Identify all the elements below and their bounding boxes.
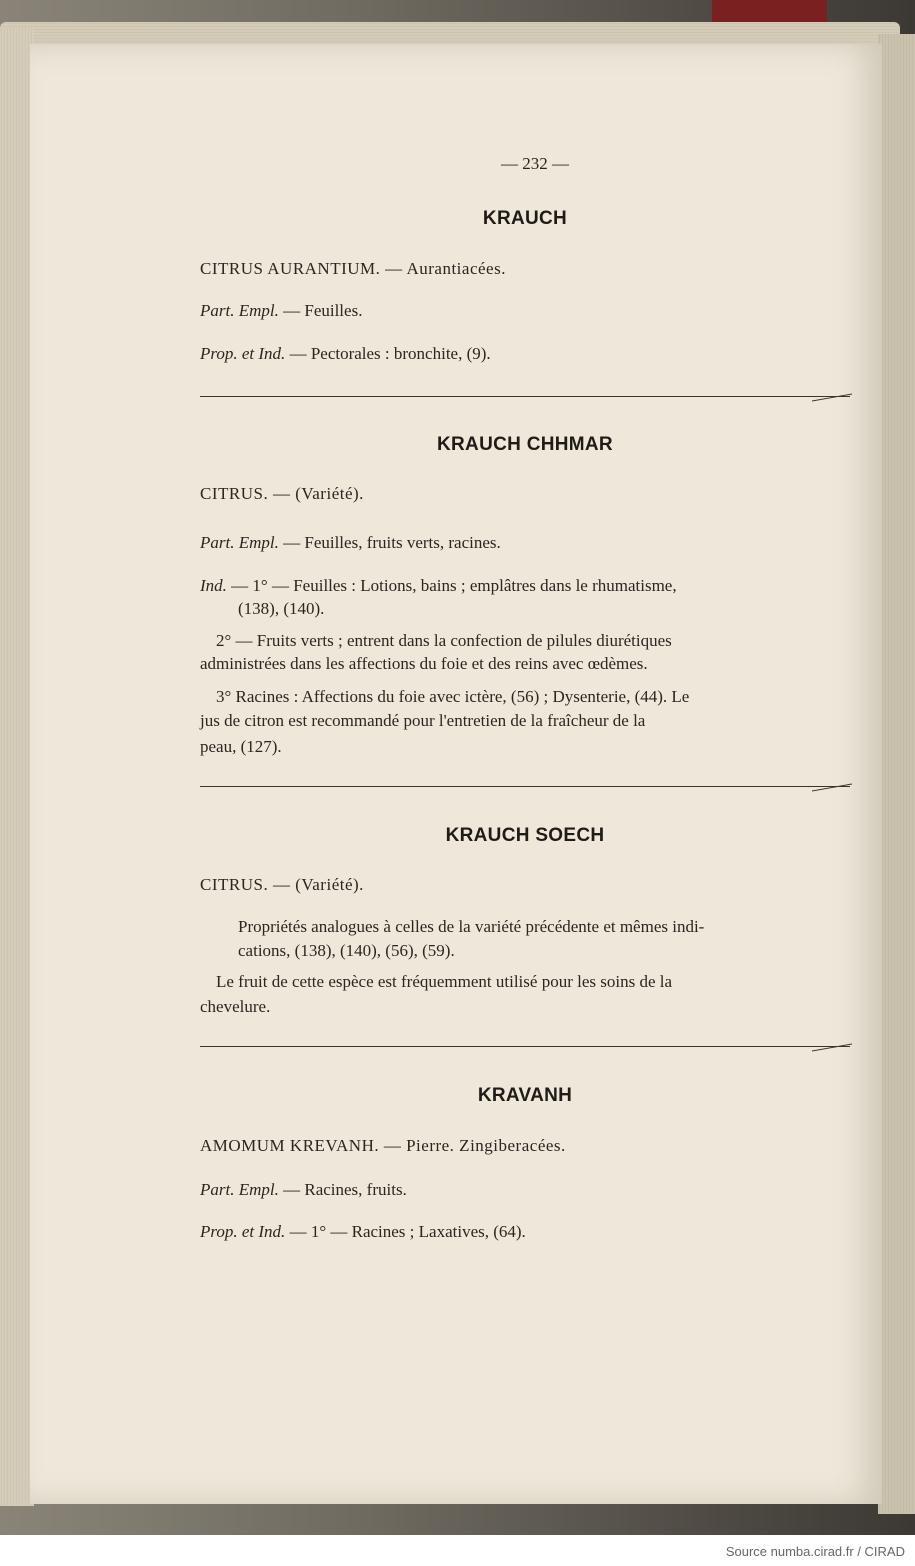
entry-line: 2° — Fruits verts ; entrent dans la confection de pilules diurétiques	[216, 631, 672, 650]
entry-line: Part. Empl. — Feuilles, fruits verts, racines.	[200, 533, 501, 552]
entry-line: peau, (127).	[200, 737, 282, 756]
entry-heading: KRAUCH SOECH	[445, 825, 605, 846]
entry-line: Part. Empl. — Feuilles.	[200, 301, 363, 320]
entry-line: Prop. et Ind. — 1° — Racines ; Laxatives, (64).	[200, 1222, 526, 1241]
section-divider	[200, 786, 850, 787]
entry-line: 3° Racines : Affections du foie avec ictère, (56) ; Dysenterie, (44). Le	[216, 687, 690, 706]
source-credit: Source numba.cirad.fr / CIRAD	[725, 1544, 905, 1559]
bookmark-ribbon	[712, 0, 827, 22]
entry-heading: KRAUCH CHHMAR	[437, 434, 613, 455]
entry-heading: KRAVANH	[477, 1085, 573, 1106]
entry-line: jus de citron est recommandé pour l'entretien de la fraîcheur de la	[200, 711, 646, 730]
entry-line: Ind. — 1° — Feuilles : Lotions, bains ; emplâtres dans le rhumatisme,	[200, 576, 677, 595]
entry-line: CITRUS. — (Variété).	[200, 484, 364, 503]
page-stack-left	[0, 28, 34, 1506]
section-divider	[200, 1046, 850, 1047]
entry-line: Le fruit de cette espèce est fréquemment utilisé pour les soins de la	[216, 972, 673, 991]
entry-line: AMOMUM KREVANH. — Pierre. Zingiberacées.	[200, 1136, 566, 1155]
entry-line: CITRUS. — (Variété).	[200, 875, 364, 894]
entry-line: Propriétés analogues à celles de la variété précédente et mêmes indi-	[238, 917, 705, 936]
section-divider	[200, 396, 850, 397]
entry-heading: KRAUCH	[482, 208, 568, 229]
entry-line: (138), (140).	[238, 599, 325, 618]
page-stack-right	[878, 34, 915, 1514]
entry-line: Part. Empl. — Racines, fruits.	[200, 1180, 407, 1199]
entry-line: cations, (138), (140), (56), (59).	[238, 941, 455, 960]
entry-line: administrées dans les affections du foie et des reins avec œdèmes.	[200, 654, 648, 673]
page-number: — 232 —	[501, 154, 569, 173]
entry-line: CITRUS AURANTIUM. — Aurantiacées.	[200, 259, 506, 278]
entry-line: chevelure.	[200, 997, 271, 1016]
entry-line: Prop. et Ind. — Pectorales : bronchite, (9).	[200, 344, 491, 363]
